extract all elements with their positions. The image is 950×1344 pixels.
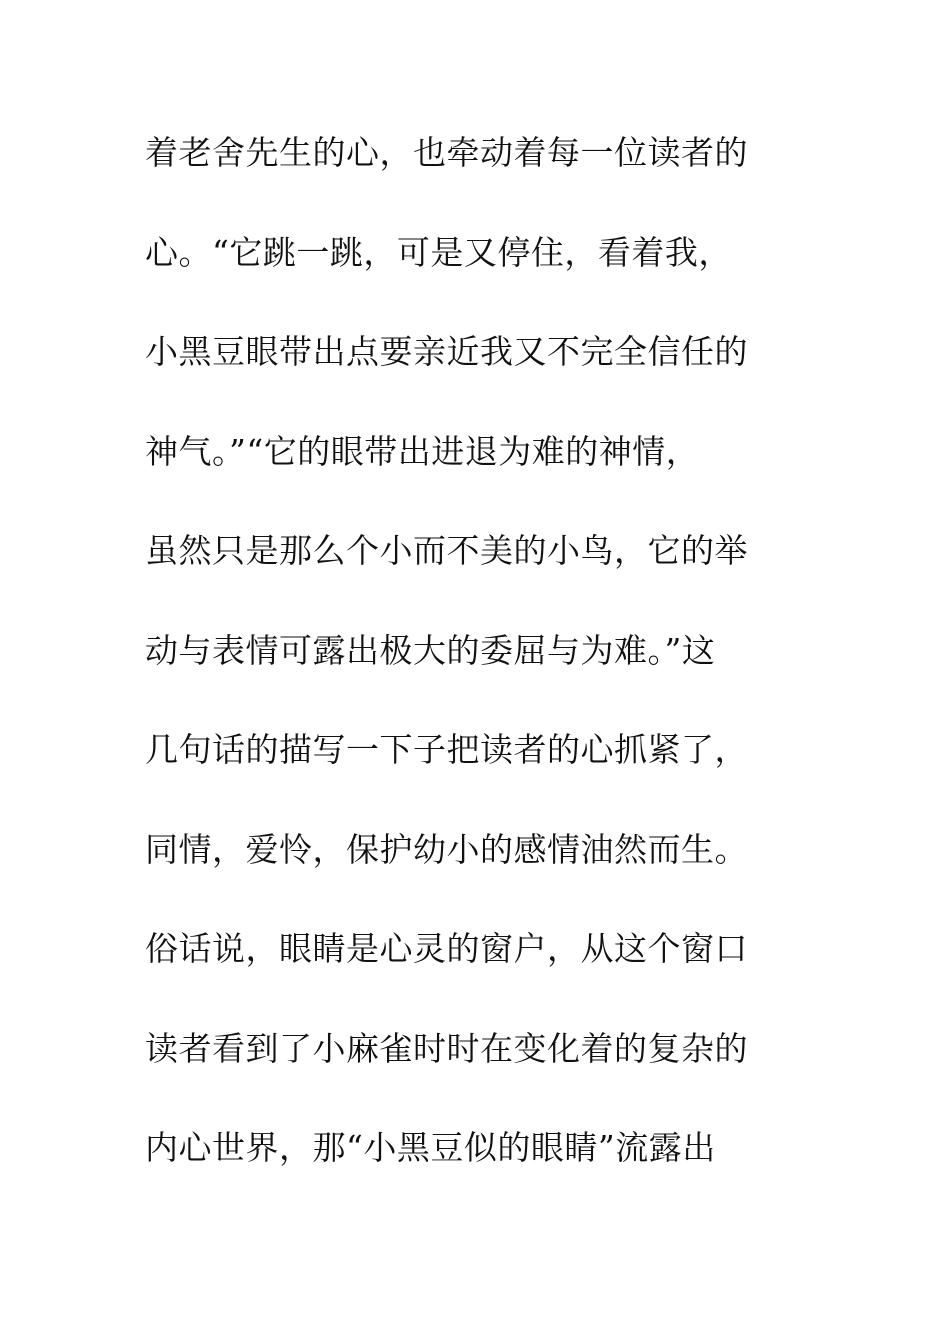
- text-line-9: 俗话说，眼睛是心灵的窗户，从这个窗口: [145, 929, 748, 968]
- text-line-10: 读者看到了小麻雀时时在变化着的复杂的: [145, 1028, 748, 1068]
- text-line-7: 几句话的描写一下子把读者的心抓紧了，: [145, 730, 748, 769]
- text-line-6: 动与表情可露出极大的委屈与为难。”这: [145, 630, 716, 670]
- text-line-11: 内心世界，那“小黑豆似的眼睛”流露出: [145, 1128, 716, 1167]
- text-line-4: 神气。”“它的眼带出进退为难的神情，: [145, 431, 700, 471]
- text-line-3: 小黑豆眼带出点要亲近我又不完全信任的: [145, 332, 748, 371]
- text-line-5: 虽然只是那么个小而不美的小鸟，它的举: [145, 531, 748, 570]
- text-line-8: 同情，爱怜，保护幼小的感情油然而生。: [145, 829, 748, 869]
- body-text: [145, 127, 785, 1222]
- text-line-1: 着老舍先生的心，也牵动着每一位读者的: [145, 133, 748, 172]
- text-line-2: 心。“它跳一跳，可是又停住，看着我，: [145, 232, 732, 272]
